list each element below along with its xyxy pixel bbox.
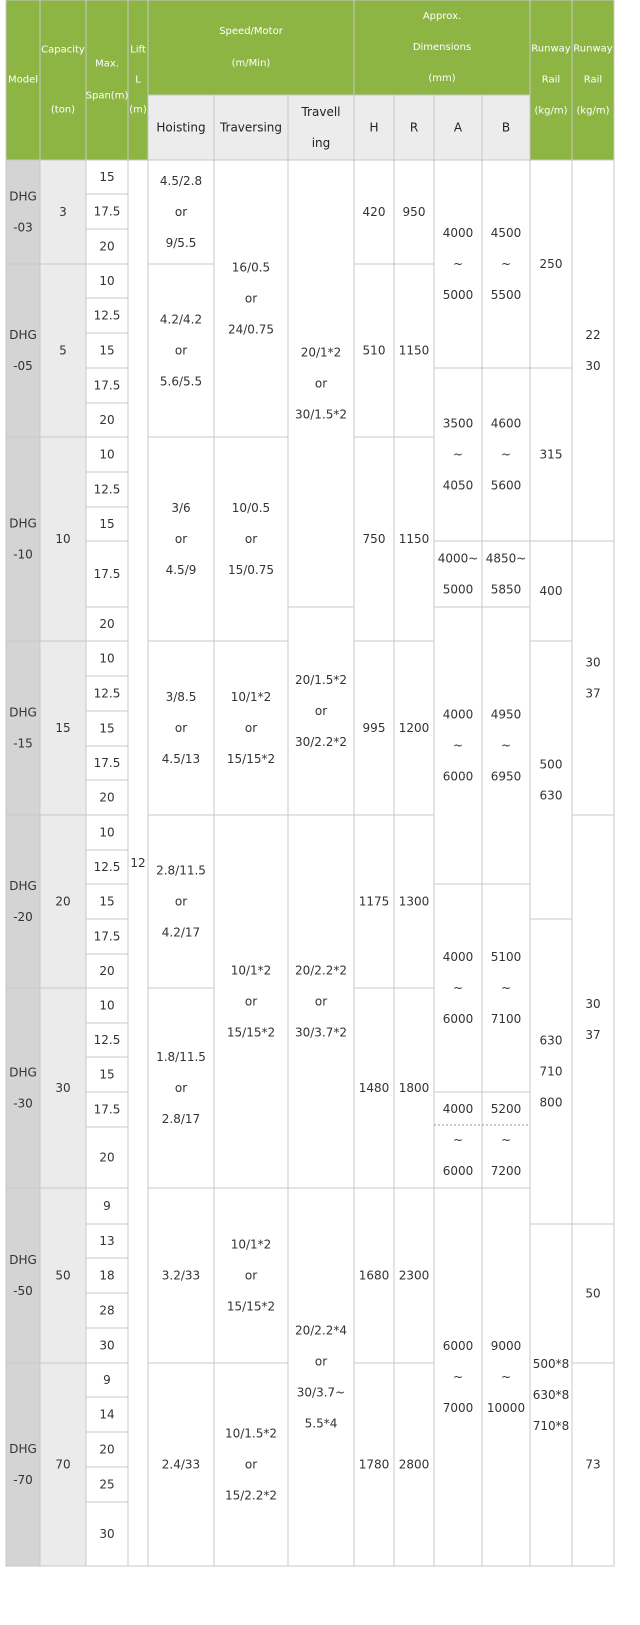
travelling-4: 30/3.7~ (296, 1385, 346, 1400)
model-3-cell (6, 641, 40, 815)
span-2-2: 15 (99, 517, 115, 531)
dim-a-7: 7000 (442, 1401, 474, 1415)
travelling-1: 20/1*2 (300, 345, 342, 360)
span-6-0: 9 (103, 1199, 111, 1213)
dim-h-1: 510 (362, 343, 386, 358)
header-runway-rail-2: (kg/m) (576, 105, 610, 117)
hoisting-2: or (174, 532, 188, 546)
dim-b-6: 5200 (490, 1102, 522, 1116)
dim-a-2: 3500 (442, 416, 474, 431)
span-6-4: 30 (99, 1338, 115, 1353)
dim-b-3: 4850~ (485, 551, 527, 566)
header-travelling: Travell (301, 105, 341, 119)
model-7: DHG (9, 1442, 37, 1456)
span-4-2: 15 (99, 894, 115, 909)
header-model: Model (7, 74, 39, 86)
traversing-03-05: 16/0.5 (231, 260, 271, 275)
traversing-6: 15/15*2 (226, 1299, 276, 1314)
dim-a-2: 4050 (442, 478, 474, 493)
span-3-1: 12.5 (93, 686, 121, 701)
travelling-4: 20/2.2*4 (294, 1323, 348, 1338)
model-7: -70 (13, 1473, 33, 1487)
dim-b-2: ~ (500, 447, 512, 462)
header-travelling: ing (311, 136, 331, 150)
dim-a-6: 6000 (442, 1164, 474, 1178)
dim-h-7: 1780 (358, 1457, 390, 1472)
rail1-4: 500 (539, 757, 563, 772)
model-2: -10 (13, 547, 33, 562)
span-1-0: 10 (99, 274, 115, 288)
dim-b-2: 4600 (490, 416, 522, 431)
header-capacity: (ton) (50, 104, 76, 116)
traversing-2: or (244, 532, 258, 546)
dim-a-4: ~ (452, 738, 464, 753)
travelling-1: 30/1.5*2 (294, 407, 348, 422)
hoisting-4: or (174, 894, 188, 909)
dim-b-5: 7100 (490, 1012, 522, 1026)
dim-h-6: 1680 (358, 1268, 390, 1283)
header-max-span: Span(m) (85, 90, 129, 102)
hoisting-6: 3.2/33 (161, 1268, 201, 1283)
rail1-6: 710*8 (532, 1419, 570, 1433)
hoisting-5: or (174, 1081, 188, 1095)
traversing-7: 10/1.5*2 (224, 1426, 278, 1441)
hoisting-3: 4.5/13 (161, 752, 201, 766)
header-max-span-cell (86, 0, 128, 160)
dim-r-2: 1150 (398, 532, 430, 546)
traversing-03-05: 24/0.75 (227, 322, 275, 337)
dim-b-2: 5600 (490, 478, 522, 493)
dim-b-5: ~ (500, 981, 512, 995)
hoisting-0: 9/5.5 (165, 236, 197, 250)
header-speed-motor-cell (148, 0, 354, 95)
header-max-span: Max. (95, 58, 119, 70)
span-5-3: 17.5 (93, 1102, 121, 1117)
rail2-1: 22 (585, 328, 601, 342)
header-hoisting: Hoisting (156, 120, 206, 135)
span-5-1: 12.5 (93, 1033, 121, 1047)
model-6: DHG (9, 1253, 37, 1267)
header-capacity-cell (40, 0, 86, 160)
hoisting-0: or (174, 205, 188, 219)
hoisting-5: 2.8/17 (161, 1112, 201, 1126)
span-0-2: 20 (99, 239, 115, 254)
model-5-cell (6, 988, 40, 1188)
rail1-4-cell (530, 641, 572, 919)
dim-h-4: 1175 (358, 894, 390, 909)
travelling-3: 20/2.2*2 (294, 963, 348, 978)
span-3-0: 10 (99, 651, 115, 666)
rail2-1: 30 (585, 359, 601, 373)
model-6-cell (6, 1188, 40, 1363)
travelling-4: or (314, 1354, 328, 1369)
span-3-3: 17.5 (93, 756, 121, 770)
span-0-1: 17.5 (93, 204, 121, 219)
traversing-6: or (244, 1268, 258, 1283)
capacity-6: 50 (55, 1268, 71, 1283)
dim-a-6: 4000 (442, 1102, 474, 1116)
dim-h-2: 750 (362, 532, 386, 546)
span-6-3: 28 (99, 1303, 115, 1318)
dim-b-7: 10000 (486, 1401, 526, 1415)
header-dim-h: H (369, 120, 379, 135)
header-dim-a: A (453, 120, 463, 135)
dim-r-1: 1150 (398, 343, 430, 358)
dim-a-1: ~ (452, 257, 464, 271)
model-4-cell (6, 815, 40, 988)
span-2-4: 20 (99, 617, 115, 631)
header-speed-motor: Speed/Motor (219, 26, 283, 37)
travelling-2: 30/2.2*2 (294, 735, 348, 749)
span-4-3: 17.5 (93, 929, 121, 944)
header-lift: Lift (130, 44, 146, 56)
hoisting-7: 2.4/33 (161, 1457, 201, 1472)
capacity-4: 20 (55, 894, 71, 909)
rail1-5: 630 (539, 1033, 563, 1048)
dim-b-5: 5100 (490, 950, 522, 964)
rail2-2: 37 (585, 686, 601, 701)
travelling-2: 20/1.5*2 (294, 673, 348, 687)
dim-r-6: 2300 (398, 1268, 430, 1283)
dim-r-7: 2800 (398, 1457, 430, 1472)
rail1-6: 500*8 (532, 1357, 570, 1371)
header-capacity: Capacity (41, 44, 85, 56)
travelling-2: or (314, 704, 328, 718)
dim-b-4: 4950 (490, 707, 522, 722)
hoisting-3: 3/8.5 (165, 690, 197, 704)
dim-a-1: 5000 (442, 288, 474, 302)
traversing-3: 15/15*2 (226, 752, 276, 766)
traversing-20-30: 10/1*2 (230, 963, 272, 978)
header-speed-motor: (m/Min) (231, 58, 271, 69)
model-3: DHG (9, 705, 37, 720)
traversing-20-30: or (244, 994, 258, 1009)
model-2: DHG (9, 516, 37, 531)
capacity-1: 5 (59, 343, 67, 358)
rail2-3: 30 (585, 997, 601, 1011)
hoisting-4: 4.2/17 (161, 925, 201, 940)
span-2-1: 12.5 (93, 482, 121, 497)
travelling-1: or (314, 376, 328, 391)
travelling-3: 30/3.7*2 (294, 1025, 348, 1040)
model-4: -20 (13, 910, 33, 924)
dim-b-1: 4500 (490, 226, 522, 240)
span-5-4: 20 (99, 1150, 115, 1165)
rail2-3: 37 (585, 1028, 601, 1042)
travelling-4: 5.5*4 (304, 1416, 338, 1431)
dim-a-7: 6000 (442, 1339, 474, 1353)
model-0-cell (6, 160, 40, 264)
dim-a-1: 4000 (442, 226, 474, 240)
dim-h-0: 420 (362, 205, 386, 219)
dim-a-3: 5000 (442, 582, 474, 597)
header-runway-rail-1: Runway (531, 43, 571, 55)
capacity-2: 10 (55, 532, 71, 546)
span-6-1: 13 (99, 1234, 115, 1248)
traversing-03-05: or (244, 291, 258, 306)
hoisting-1: or (174, 343, 188, 358)
hoisting-0: 4.5/2.8 (159, 174, 203, 188)
dim-b-4: 6950 (490, 769, 522, 784)
dim-a-6: ~ (452, 1133, 464, 1147)
dim-r-3: 1200 (398, 721, 430, 735)
dim-h-3: 995 (362, 721, 386, 735)
dim-a-7: ~ (452, 1370, 464, 1384)
dim-r-4: 1300 (398, 894, 430, 909)
dim-a-5: 4000 (442, 950, 474, 964)
traversing-20-30: 15/15*2 (226, 1025, 276, 1040)
span-1-3: 17.5 (93, 378, 121, 393)
dim-r-0: 950 (402, 205, 426, 219)
span-7-2: 20 (99, 1442, 115, 1457)
dim-h-5: 1480 (358, 1081, 390, 1095)
dim-r-5: 1800 (398, 1081, 430, 1095)
dim-b-4: ~ (500, 738, 512, 753)
model-4: DHG (9, 879, 37, 893)
model-1: DHG (9, 328, 37, 342)
dim-b-6: ~ (500, 1133, 512, 1147)
capacity-3: 15 (55, 721, 71, 735)
traversing-6: 10/1*2 (230, 1237, 272, 1252)
traversing-2: 10/0.5 (231, 501, 271, 515)
span-2-0: 10 (99, 447, 115, 462)
dim-a-5: 6000 (442, 1012, 474, 1026)
dim-a-4: 4000 (442, 707, 474, 722)
hoisting-3: or (174, 721, 188, 735)
hoisting-5: 1.8/11.5 (156, 1050, 206, 1064)
span-7-0: 9 (103, 1373, 111, 1387)
header-runway-rail-2: Runway (573, 43, 613, 55)
travelling-4-cell (288, 1188, 354, 1566)
span-7-3: 25 (99, 1477, 115, 1492)
span-2-3: 17.5 (93, 567, 121, 581)
span-1-1: 12.5 (93, 308, 121, 323)
header-approx-dimensions: Approx. (422, 11, 462, 22)
traversing-3: or (244, 721, 258, 735)
rail2-2-cell (572, 541, 614, 815)
rail1-5: 710 (539, 1064, 563, 1079)
rail2-2: 30 (585, 655, 601, 670)
span-7-4: 30 (99, 1527, 115, 1541)
capacity-0: 3 (59, 205, 67, 219)
header-runway-rail-1: Rail (541, 74, 561, 86)
rail1-6: 630*8 (532, 1388, 570, 1402)
rail1-5: 800 (539, 1095, 563, 1110)
traversing-2: 15/0.75 (227, 563, 275, 577)
model-1: -05 (13, 359, 33, 373)
model-2-cell (6, 437, 40, 641)
model-3: -15 (13, 736, 33, 751)
dim-b-7: ~ (500, 1370, 512, 1384)
span-1-2: 15 (99, 343, 115, 358)
header-dim-r: R (409, 120, 419, 135)
span-1-4: 20 (99, 413, 115, 427)
lift-value: 12 (130, 856, 146, 870)
model-5: DHG (9, 1065, 37, 1080)
traversing-7: 15/2.2*2 (224, 1488, 278, 1503)
rail1-2: 315 (539, 447, 563, 462)
capacity-5: 30 (55, 1081, 71, 1095)
rail1-3: 400 (539, 584, 563, 598)
header-traversing: Traversing (219, 120, 283, 135)
model-7-cell (6, 1363, 40, 1566)
dim-a-4: 6000 (442, 769, 474, 784)
model-6: -50 (13, 1284, 33, 1298)
traversing-3: 10/1*2 (230, 690, 272, 704)
model-0: -03 (13, 220, 33, 235)
travelling-3: or (314, 994, 328, 1009)
header-lift: L (135, 74, 141, 86)
rail2-3-cell (572, 815, 614, 1224)
span-7-1: 14 (99, 1407, 115, 1422)
dim-b-6: 7200 (490, 1164, 522, 1178)
span-3-4: 20 (99, 790, 115, 805)
span-5-2: 15 (99, 1067, 115, 1082)
hoisting-2: 4.5/9 (165, 563, 197, 577)
dim-a-5: ~ (452, 981, 464, 995)
header-lift: (m) (129, 104, 147, 116)
dim-b-7: 9000 (490, 1339, 522, 1353)
capacity-7: 70 (55, 1457, 71, 1472)
rail2-4: 50 (585, 1286, 601, 1301)
header-approx-dimensions: (mm) (428, 73, 456, 84)
span-5-0: 10 (99, 998, 115, 1013)
span-0-0: 15 (99, 170, 115, 184)
dim-b-1: 5500 (490, 288, 522, 302)
span-4-1: 12.5 (93, 860, 121, 874)
rail2-5: 73 (585, 1457, 601, 1472)
hoisting-2: 3/6 (171, 501, 191, 515)
model-0: DHG (9, 189, 37, 204)
dim-a-3: 4000~ (437, 551, 479, 566)
hoisting-1: 4.2/4.2 (159, 312, 203, 327)
model-1-cell (6, 264, 40, 437)
model-5: -30 (13, 1096, 33, 1111)
header-approx-dimensions: Dimensions (412, 42, 472, 53)
header-dim-b: B (501, 120, 511, 135)
dim-a-2: ~ (452, 447, 464, 462)
traversing-7: or (244, 1457, 258, 1472)
span-4-0: 10 (99, 825, 115, 840)
rail1-4: 630 (539, 788, 563, 803)
hoisting-4: 2.8/11.5 (156, 863, 206, 878)
header-runway-rail-2: Rail (583, 74, 603, 86)
hoisting-1: 5.6/5.5 (159, 374, 203, 389)
span-4-4: 20 (99, 964, 115, 978)
header-runway-rail-1: (kg/m) (534, 105, 568, 117)
rail1-1: 250 (539, 257, 563, 271)
span-6-2: 18 (99, 1268, 115, 1283)
dim-b-3: 5850 (490, 582, 522, 597)
dim-b-1: ~ (500, 257, 512, 271)
rail2-1-cell (572, 160, 614, 541)
span-3-2: 15 (99, 721, 115, 736)
